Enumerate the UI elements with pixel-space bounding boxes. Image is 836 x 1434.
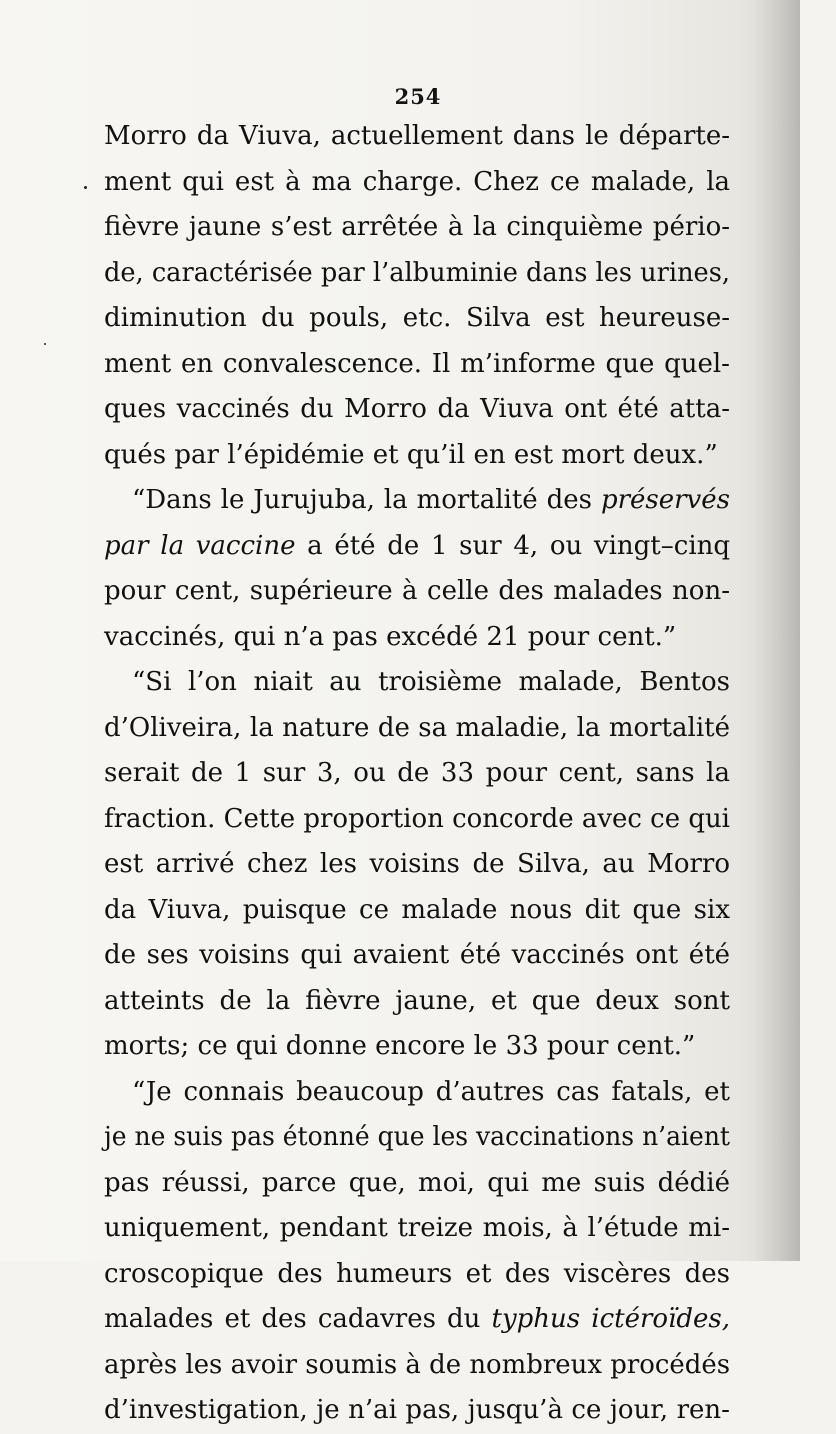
line-content <box>104 433 718 479</box>
line-text: morts; ce qui donne encore le 33 pour cent.” <box>104 1031 696 1061</box>
line-text: après les avoir soumis à de nombreux procédés <box>104 1349 731 1380</box>
line-content <box>132 478 730 524</box>
line-text: da Viuva, puisque ce malade nous dit que six <box>104 894 730 925</box>
line-content <box>104 933 730 979</box>
line-content <box>104 1252 730 1298</box>
text-line <box>104 1161 730 1207</box>
line-content <box>104 1024 695 1070</box>
text-line <box>104 387 730 433</box>
page-gutter-shadow <box>754 0 800 1261</box>
page-number: 254 <box>394 84 442 109</box>
line-content <box>104 1343 730 1389</box>
line-content <box>104 1115 730 1161</box>
text-line <box>104 433 730 479</box>
line-text: ques vaccinés du Morro da Viuva ont été atta- <box>104 394 730 424</box>
text-line <box>104 751 730 797</box>
line-text: malades et des cadavres du <box>104 1304 492 1334</box>
text-line <box>104 569 730 615</box>
line-content <box>104 751 730 797</box>
line-text: pas réussi, parce que, moi, qui me suis dédié <box>104 1167 730 1198</box>
line-content <box>104 251 730 297</box>
line-content <box>104 842 730 888</box>
line-content <box>132 660 730 706</box>
line-content <box>104 706 730 752</box>
line-content <box>104 387 730 433</box>
line-text: “Je connais beaucoup d’autres cas fatals, et <box>132 1076 730 1107</box>
line-text: d’Oliveira, la nature de sa maladie, la mortalité <box>104 712 730 743</box>
text-line <box>104 1343 730 1389</box>
line-content <box>104 888 730 934</box>
text-line <box>104 160 730 206</box>
line-text: qués par l’épidémie et qu’il en est mort deux.” <box>104 439 718 470</box>
text-line <box>104 1297 730 1343</box>
text-line <box>104 1206 730 1252</box>
line-text: serait de 1 sur 3, ou de 33 pour cent, sans la <box>104 758 730 788</box>
text-line <box>104 842 730 888</box>
text-line <box>104 615 730 661</box>
italic-text: par la vaccine <box>104 530 296 561</box>
line-text: ment qui est à ma charge. Chez ce malade, la <box>104 166 731 197</box>
line-content <box>132 1070 730 1116</box>
line-text: diminution du pouls, etc. Silva est heureuse- <box>104 303 730 333</box>
line-text: de ses voisins qui avaient été vaccinés ont été <box>104 940 731 970</box>
line-content <box>104 979 730 1025</box>
text-line <box>104 478 730 524</box>
ink-speck <box>44 343 46 345</box>
body-text <box>104 114 730 1434</box>
line-text: fraction. Cette proportion concorde avec ce qui <box>104 803 730 834</box>
text-line <box>104 1388 730 1434</box>
text-line <box>104 1115 730 1161</box>
line-content <box>104 1161 730 1207</box>
line-content <box>104 1297 730 1343</box>
text-line <box>104 706 730 752</box>
line-text: “Si l’on niait au troisième malade, Bentos <box>132 667 730 697</box>
text-line <box>104 251 730 297</box>
text-line <box>104 888 730 934</box>
line-text: atteints de la fièvre jaune, et que deux sont <box>104 985 730 1016</box>
text-line <box>104 524 730 570</box>
line-content <box>104 1206 730 1252</box>
text-line <box>104 1024 730 1070</box>
line-content <box>104 342 730 388</box>
line-text: fièvre jaune s’est arrêtée à la cinquième pério- <box>104 212 731 242</box>
text-line <box>104 114 730 160</box>
line-text: pour cent, supérieure à celle des malades non- <box>104 576 730 606</box>
line-content <box>104 205 730 251</box>
text-line <box>104 797 730 843</box>
text-line <box>104 342 730 388</box>
line-text: ment en convalescence. Il m’informe que quel- <box>104 348 730 379</box>
line-text: a été de 1 sur 4, ou vingt–cinq <box>295 530 731 561</box>
text-line <box>104 660 730 706</box>
line-content <box>104 797 730 843</box>
line-text: Morro da Viuva, actuellement dans le départe- <box>104 121 731 151</box>
line-content <box>104 615 676 661</box>
line-content <box>104 524 730 570</box>
line-text: est arrivé chez les voisins de Silva, au Morro <box>104 849 731 879</box>
line-content <box>104 296 730 342</box>
line-content <box>104 160 730 206</box>
line-text: uniquement, pendant treize mois, à l’étude mi- <box>104 1213 730 1243</box>
line-content <box>104 569 730 615</box>
line-text: croscopique des humeurs et des viscères des <box>104 1258 730 1289</box>
line-text: de, caractérisée par l’albuminie dans les urines, <box>104 257 731 288</box>
line-content <box>104 114 730 160</box>
ink-speck <box>84 186 87 189</box>
italic-text: préservés <box>600 485 730 515</box>
line-text: vaccinés, qui n’a pas excédé 21 pour cent.” <box>104 621 677 652</box>
text-line <box>104 1252 730 1298</box>
text-line <box>104 1070 730 1116</box>
text-line <box>104 979 730 1025</box>
line-text: je ne suis pas étonné que les vaccinations n’aient <box>104 1122 730 1152</box>
line-text: “Dans le Jurujuba, la mortalité des <box>132 485 601 515</box>
text-line <box>104 933 730 979</box>
text-line <box>104 296 730 342</box>
line-content <box>104 1388 730 1434</box>
line-text: d’investigation, je n’ai pas, jusqu’à ce jour, ren- <box>104 1395 730 1425</box>
text-line <box>104 205 730 251</box>
italic-text: typhus ictéroïdes, <box>491 1304 730 1334</box>
